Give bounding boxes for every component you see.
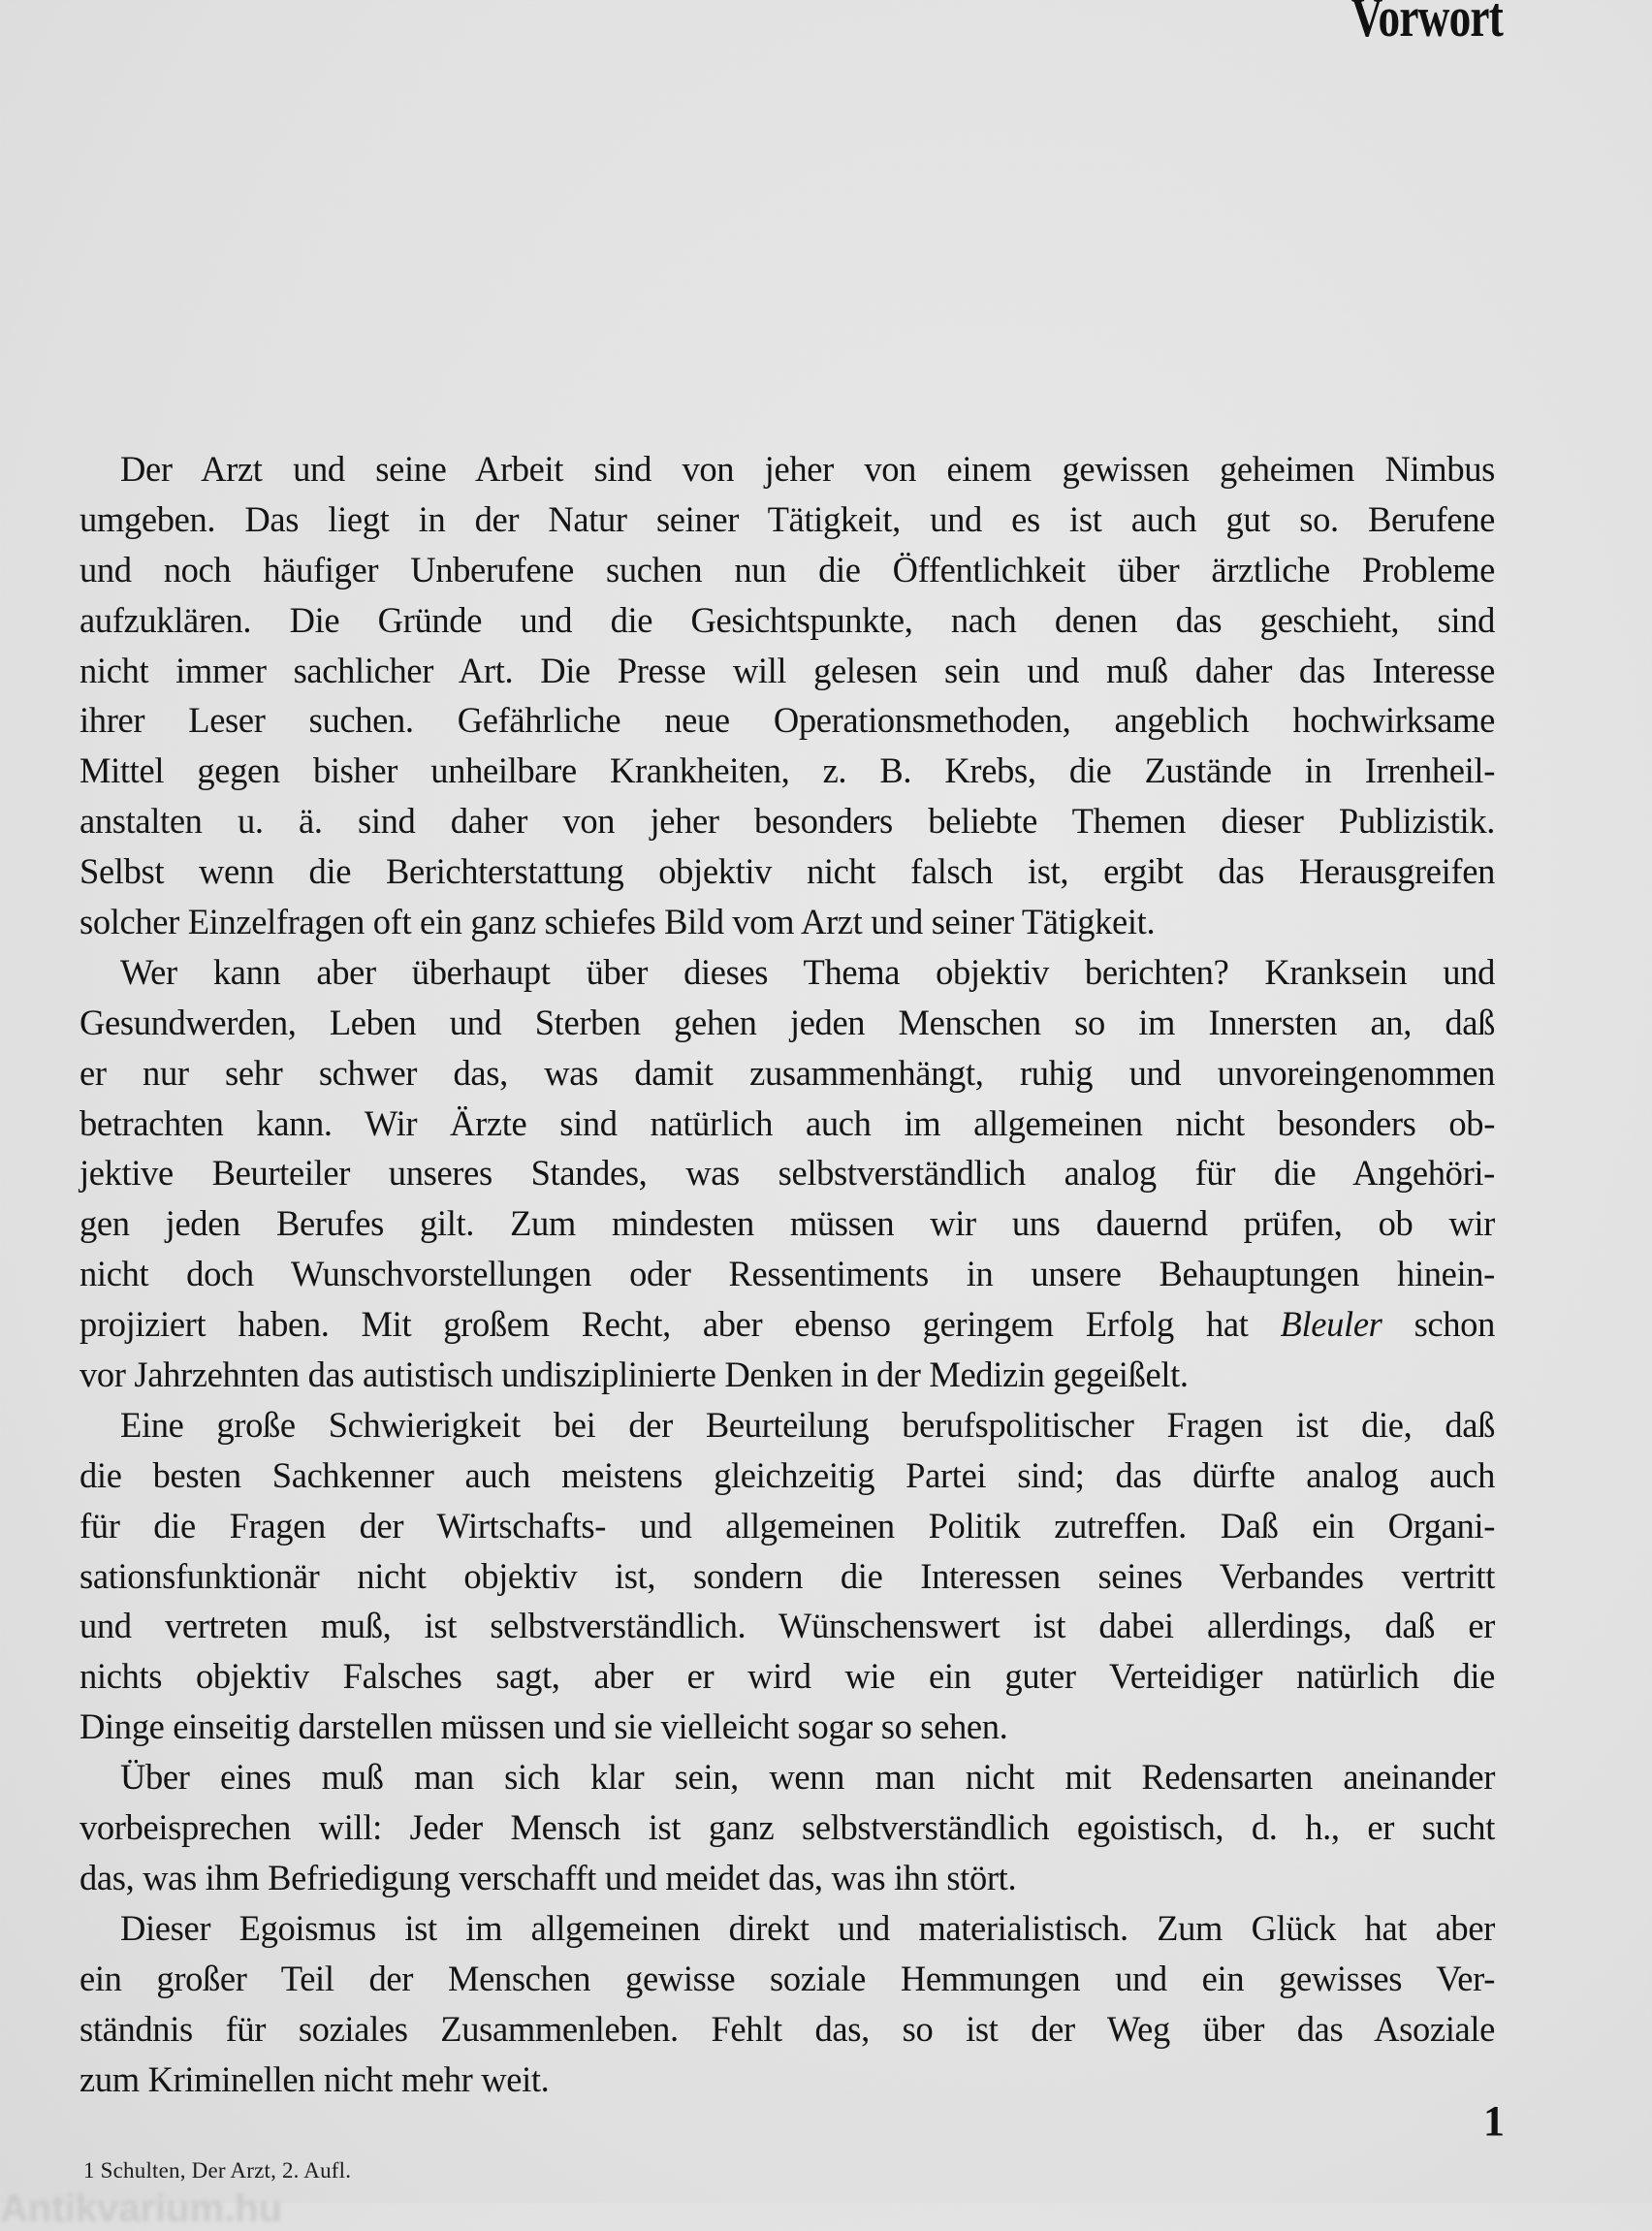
text-line: betrachten kann. Wir Ärzte sind natürlich auch im allgemeinen nicht besonders ob- [79, 1102, 1495, 1143]
text-line: zum Kriminellen nicht mehr weit. [79, 2058, 550, 2099]
text-line: er nur sehr schwer das, was damit zusammenhängt, ruhig und unvoreingenommen [79, 1052, 1495, 1093]
text-line: Selbst wenn die Berichterstattung objektiv nicht falsch ist, ergibt das Herausgreifen [79, 851, 1495, 892]
text-line: und noch häufiger Unberufene suchen nun die Öffentlichkeit über ärztliche Probleme [79, 549, 1495, 590]
text-line: Dieser Egoismus ist im allgemeinen direkt und materialistisch. Zum Glück hat aber [120, 1907, 1495, 1948]
text-line: aufzuklären. Die Gründe und die Gesichtspunkte, nach denen das geschieht, sind [79, 599, 1495, 640]
text-line: ständnis für soziales Zusammenleben. Fehlt das, so ist der Weg über das Asoziale [79, 2008, 1495, 2049]
text-line: anstalten u. ä. sind daher von jeher besonders beliebte Themen dieser Publizistik. [79, 801, 1495, 842]
text-segment: projiziert haben. Mit großem Recht, aber ebenso geringem Erfolg hat [79, 1304, 1281, 1345]
paragraph-3 [79, 1400, 1495, 1752]
text-line: sationsfunktionär nicht objektiv ist, sondern die Interessen seines Verbandes vertritt [79, 1555, 1495, 1596]
text-segment: schon [1382, 1304, 1495, 1345]
chapter-heading: Vorwort [1350, 0, 1503, 48]
text-line: solcher Einzelfragen oft ein ganz schiefes Bild vom Arzt und seiner Tätigkeit. [79, 902, 1156, 942]
text-line: jektive Beurteiler unseres Standes, was selbstverständlich analog für die Angehöri- [79, 1153, 1495, 1194]
watermark: Antikvarium.hu [0, 2187, 283, 2230]
paragraph-2 [79, 947, 1495, 1400]
text-line: vor Jahrzehnten das autistisch undisziplinierte Denken in der Medizin gegeißelt. [79, 1355, 1189, 1395]
italic-author-name: Bleuler [1280, 1304, 1382, 1345]
text-line: ihrer Leser suchen. Gefährliche neue Operationsmethoden, angeblich hochwirksame [79, 700, 1495, 741]
text-line: und vertreten muß, ist selbstverständlich. Wünschenswert ist dabei allerdings, daß er [79, 1606, 1495, 1646]
text-line: für die Fragen der Wirtschafts- und allgemeinen Politik zutreffen. Daß ein Organi- [79, 1505, 1495, 1546]
text-line [79, 1299, 1495, 1350]
text-line: gen jeden Berufes gilt. Zum mindesten müssen wir uns dauernd prüfen, ob wir [79, 1203, 1495, 1244]
text-line: die besten Sachkenner auch meistens gleichzeitig Partei sind; das dürfte analog auch [79, 1454, 1495, 1495]
page-number: 1 [1483, 2097, 1505, 2145]
text-line: Mittel gegen bisher unheilbare Krankheiten, z. B. Krebs, die Zustände in Irrenheil- [79, 750, 1495, 791]
text-line: ein großer Teil der Menschen gewisse soziale Hemmungen und ein gewisses Ver- [79, 1958, 1495, 1998]
text-line: Über eines muß man sich klar sein, wenn man nicht mit Redensarten aneinander [120, 1757, 1495, 1798]
body-text [79, 444, 1495, 2104]
text-line: das, was ihm Befriedigung verschafft und meidet das, was ihn stört. [79, 1857, 1017, 1897]
text-line: Eine große Schwierigkeit bei der Beurteilung berufspolitischer Fragen ist die, daß [120, 1404, 1495, 1445]
paragraph-1 [79, 444, 1495, 947]
text-line: Dinge einseitig darstellen müssen und sie vielleicht sogar so sehen. [79, 1706, 1008, 1747]
footnote: 1 Schulten, Der Arzt, 2. Aufl. [83, 2158, 352, 2183]
text-line: Gesundwerden, Leben und Sterben gehen jeden Menschen so im Innersten an, daß [79, 1002, 1495, 1042]
text-line: nicht immer sachlicher Art. Die Presse will gelesen sein und muß daher das Interesse [79, 650, 1495, 690]
text-line: Wer kann aber überhaupt über dieses Thema objektiv berichten? Kranksein und [120, 951, 1495, 992]
paragraph-5 [79, 1903, 1495, 2105]
paragraph-4 [79, 1752, 1495, 1903]
text-line: umgeben. Das liegt in der Natur seiner Tätigkeit, und es ist auch gut so. Berufene [79, 498, 1495, 539]
text-line: vorbeisprechen will: Jeder Mensch ist ganz selbstverständlich egoistisch, d. h., er sucht [79, 1807, 1495, 1848]
text-line: nichts objektiv Falsches sagt, aber er wird wie ein guter Verteidiger natürlich die [79, 1656, 1495, 1697]
text-line: nicht doch Wunschvorstellungen oder Ressentiments in unsere Behauptungen hinein- [79, 1254, 1495, 1294]
text-line: Der Arzt und seine Arbeit sind von jeher von einem gewissen geheimen Nimbus [120, 449, 1495, 489]
